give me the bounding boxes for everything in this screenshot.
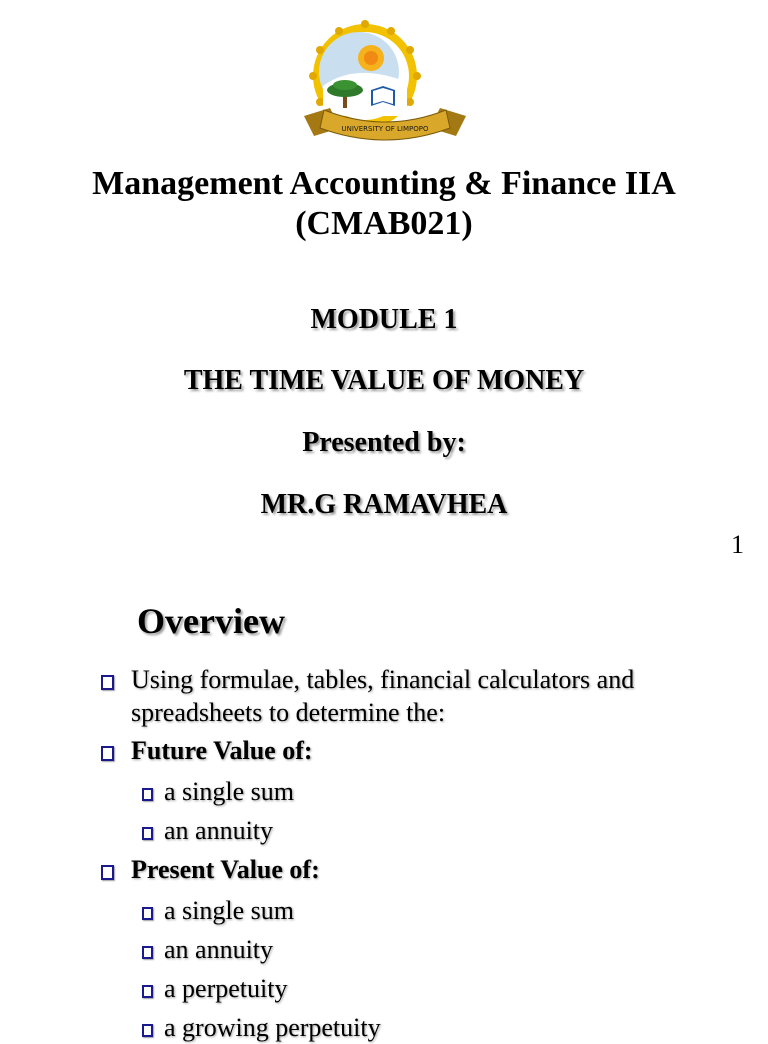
square-bullet-icon xyxy=(142,946,153,959)
page-number: 1 xyxy=(731,530,744,559)
course-code: (CMAB021) xyxy=(295,205,473,242)
sub-list-item: a growing perpetuity xyxy=(164,1012,381,1044)
list-item: Future Value of: xyxy=(131,735,313,767)
square-bullet-icon xyxy=(101,675,114,690)
square-bullet-icon xyxy=(101,746,114,761)
sub-list-item: an annuity xyxy=(164,815,273,847)
module-heading: MODULE 1 xyxy=(310,304,458,335)
square-bullet-icon xyxy=(142,907,153,920)
overview-title: Overview xyxy=(137,601,285,641)
square-bullet-icon xyxy=(142,827,153,840)
square-bullet-icon xyxy=(142,788,153,801)
svg-text:UNIVERSITY OF LIMPOPO: UNIVERSITY OF LIMPOPO xyxy=(341,125,429,133)
presenter-name: MR.G RAMAVHEA xyxy=(260,489,508,520)
sub-list-item: a single sum xyxy=(164,776,294,808)
topic-heading: THE TIME VALUE OF MONEY xyxy=(183,365,585,396)
overview-slide xyxy=(0,590,768,1042)
sub-list-item: a single sum xyxy=(164,895,294,927)
square-bullet-icon xyxy=(142,985,153,998)
course-title xyxy=(0,164,768,244)
sub-list-item: a perpetuity xyxy=(164,973,287,1005)
presented-by-label: Presented by: xyxy=(302,427,466,458)
list-item-continuation: spreadsheets to determine the: xyxy=(131,698,446,727)
course-title-line1: Management Accounting & Finance IIA xyxy=(92,165,676,202)
list-item: Present Value of: xyxy=(131,854,320,886)
university-crest-icon xyxy=(300,24,470,150)
square-bullet-icon xyxy=(101,865,114,880)
list-item: Using formulae, tables, financial calculators and xyxy=(131,664,634,696)
sub-list-item: an annuity xyxy=(164,934,273,966)
square-bullet-icon xyxy=(142,1024,153,1037)
